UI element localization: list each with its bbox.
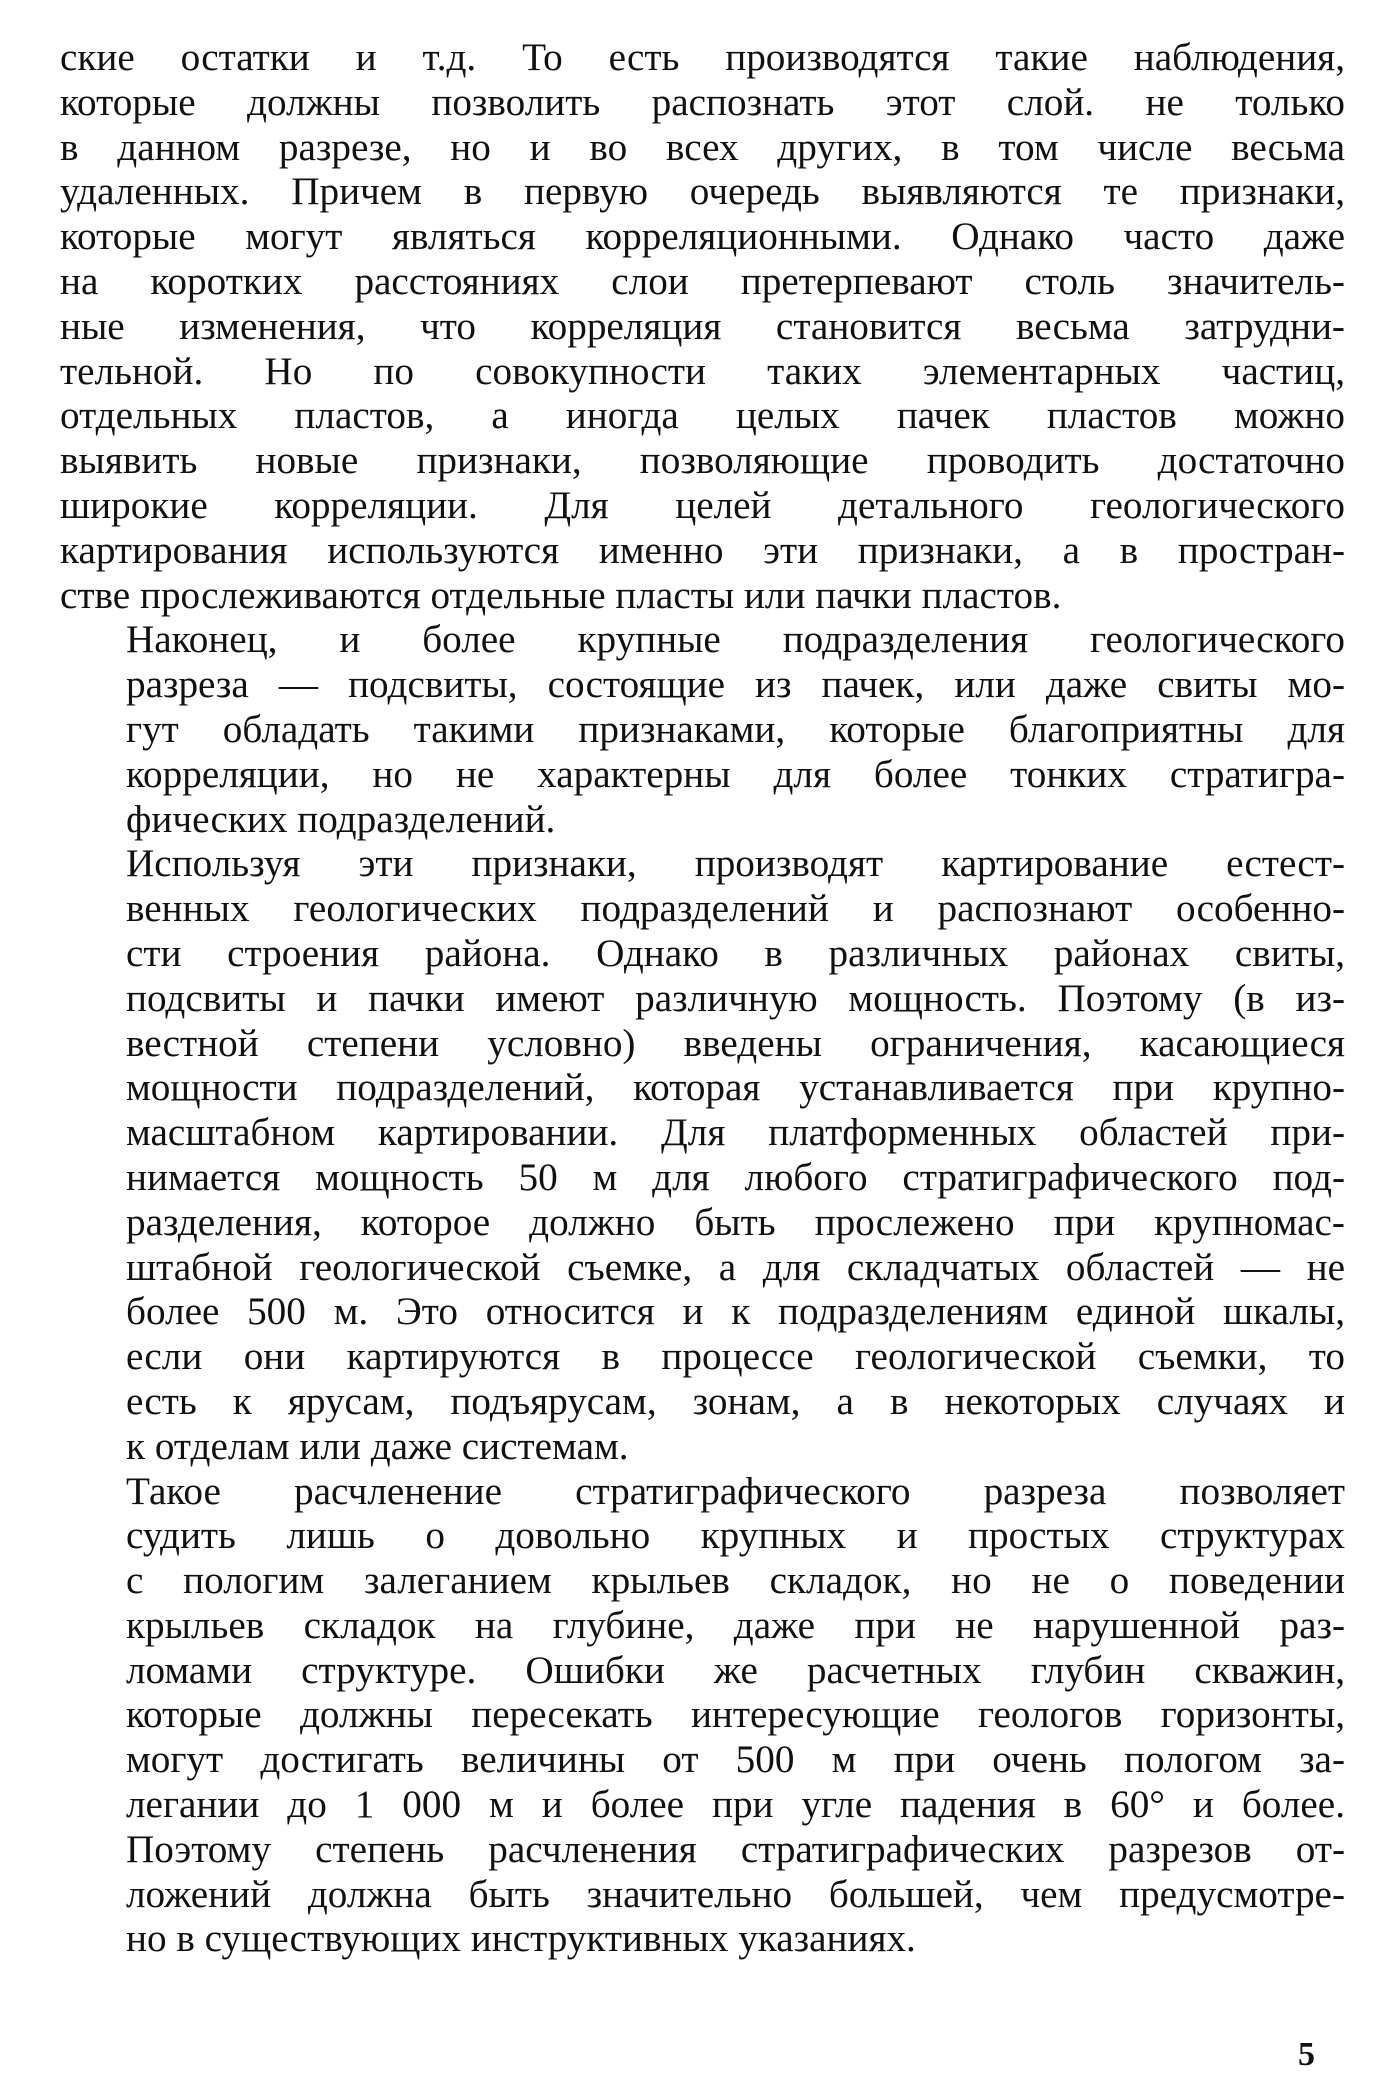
paragraph: [60, 842, 1345, 1469]
text-line: но в существующих инструктивных указаниях.: [126, 1917, 916, 1961]
text-line: Такое расчленение стратиграфического разреза позволяет: [126, 1469, 1345, 1513]
text-line: выявить новые признаки, позволяющие проводить достаточно: [60, 439, 1345, 483]
text-line: удаленных. Причем в первую очередь выявляются те признаки,: [60, 170, 1345, 214]
text-line: Наконец, и более крупные подразделения геологического: [126, 618, 1345, 662]
text-line: крыльев складок на глубине, даже при не нарушенной раз-: [126, 1603, 1345, 1647]
text-line: корреляции, но не характерны для более тонких стратигра-: [126, 752, 1345, 796]
text-line: сти строения района. Однако в различных районах свиты,: [126, 931, 1345, 975]
text-line: фических подразделений.: [126, 797, 556, 841]
text-line: могут достигать величины от 500 м при очень пологом за-: [126, 1738, 1345, 1782]
text-line: вестной степени условно) введены ограничения, касающиеся: [126, 1021, 1345, 1065]
page-number: 5: [1298, 2036, 1315, 2073]
text-line: с пологим залеганием крыльев складок, но не о поведении: [126, 1559, 1345, 1603]
text-line: мощности подразделений, которая устанавливается при крупно-: [126, 1066, 1345, 1110]
text-line: ложений должна быть значительно большей, чем предусмотре-: [126, 1872, 1345, 1916]
text-line: штабной геологической съемке, а для складчатых областей — не: [126, 1245, 1345, 1289]
text-line: тельной. Но по совокупности таких элементарных частиц,: [60, 349, 1345, 393]
text-line: венных геологических подразделений и распознают особенно-: [126, 887, 1345, 931]
text-line: легании до 1 000 м и более при угле падения в 60° и более.: [126, 1783, 1345, 1827]
paragraph: [60, 1470, 1345, 1963]
text-line: есть к ярусам, подъярусам, зонам, а в некоторых случаях и: [126, 1379, 1345, 1423]
text-line: масштабном картировании. Для платформенных областей при-: [126, 1111, 1345, 1155]
text-line: нимается мощность 50 м для любого стратиграфического под-: [126, 1155, 1345, 1199]
text-line: широкие корреляции. Для целей детального геологического: [60, 483, 1345, 527]
text-line: отдельных пластов, а иногда целых пачек пластов можно: [60, 394, 1345, 438]
text-line: которые должны пересекать интересующие геологов горизонты,: [126, 1693, 1345, 1737]
text-line: Поэтому степень расчленения стратиграфических разрезов от-: [126, 1827, 1345, 1871]
text-line: стве прослеживаются отдельные пласты или пачки пластов.: [60, 573, 1062, 617]
text-line: подсвиты и пачки имеют различную мощность. Поэтому (в из-: [126, 976, 1345, 1020]
text-line: ломами структуре. Ошибки же расчетных глубин скважин,: [126, 1648, 1345, 1692]
paragraph: [60, 618, 1345, 842]
text-line: судить лишь о довольно крупных и простых структурах: [126, 1514, 1345, 1558]
text-line: более 500 м. Это относится и к подразделениям единой шкалы,: [126, 1290, 1345, 1334]
text-line: ные изменения, что корреляция становится весьма затрудни-: [60, 304, 1345, 348]
text-line: к отделам или даже системам.: [126, 1424, 629, 1468]
text-line: которые могут являться корреляционными. Однако часто даже: [60, 215, 1345, 259]
text-line: Используя эти признаки, производят картирование естест-: [126, 842, 1345, 886]
text-line: картирования используются именно эти признаки, а в простран-: [60, 528, 1345, 572]
text-line: ские остатки и т.д. То есть производятся такие наблюдения,: [60, 36, 1345, 79]
text-line: разреза — подсвиты, состоящие из пачек, или даже свиты мо-: [126, 663, 1345, 707]
text-line: на коротких расстояниях слои претерпевают столь значитель-: [60, 259, 1345, 303]
text-line: гут обладать такими признаками, которые благоприятны для: [126, 707, 1345, 751]
text-line: если они картируются в процессе геологической съемки, то: [126, 1335, 1345, 1379]
text-line: в данном разрезе, но и во всех других, в том числе весьма: [60, 125, 1345, 169]
text-line: которые должны позволить распознать этот слой. не только: [60, 80, 1345, 124]
text-line: разделения, которое должно быть прослежено при крупномас-: [126, 1200, 1345, 1244]
page-body: [60, 36, 1345, 1962]
paragraph: [60, 36, 1345, 618]
